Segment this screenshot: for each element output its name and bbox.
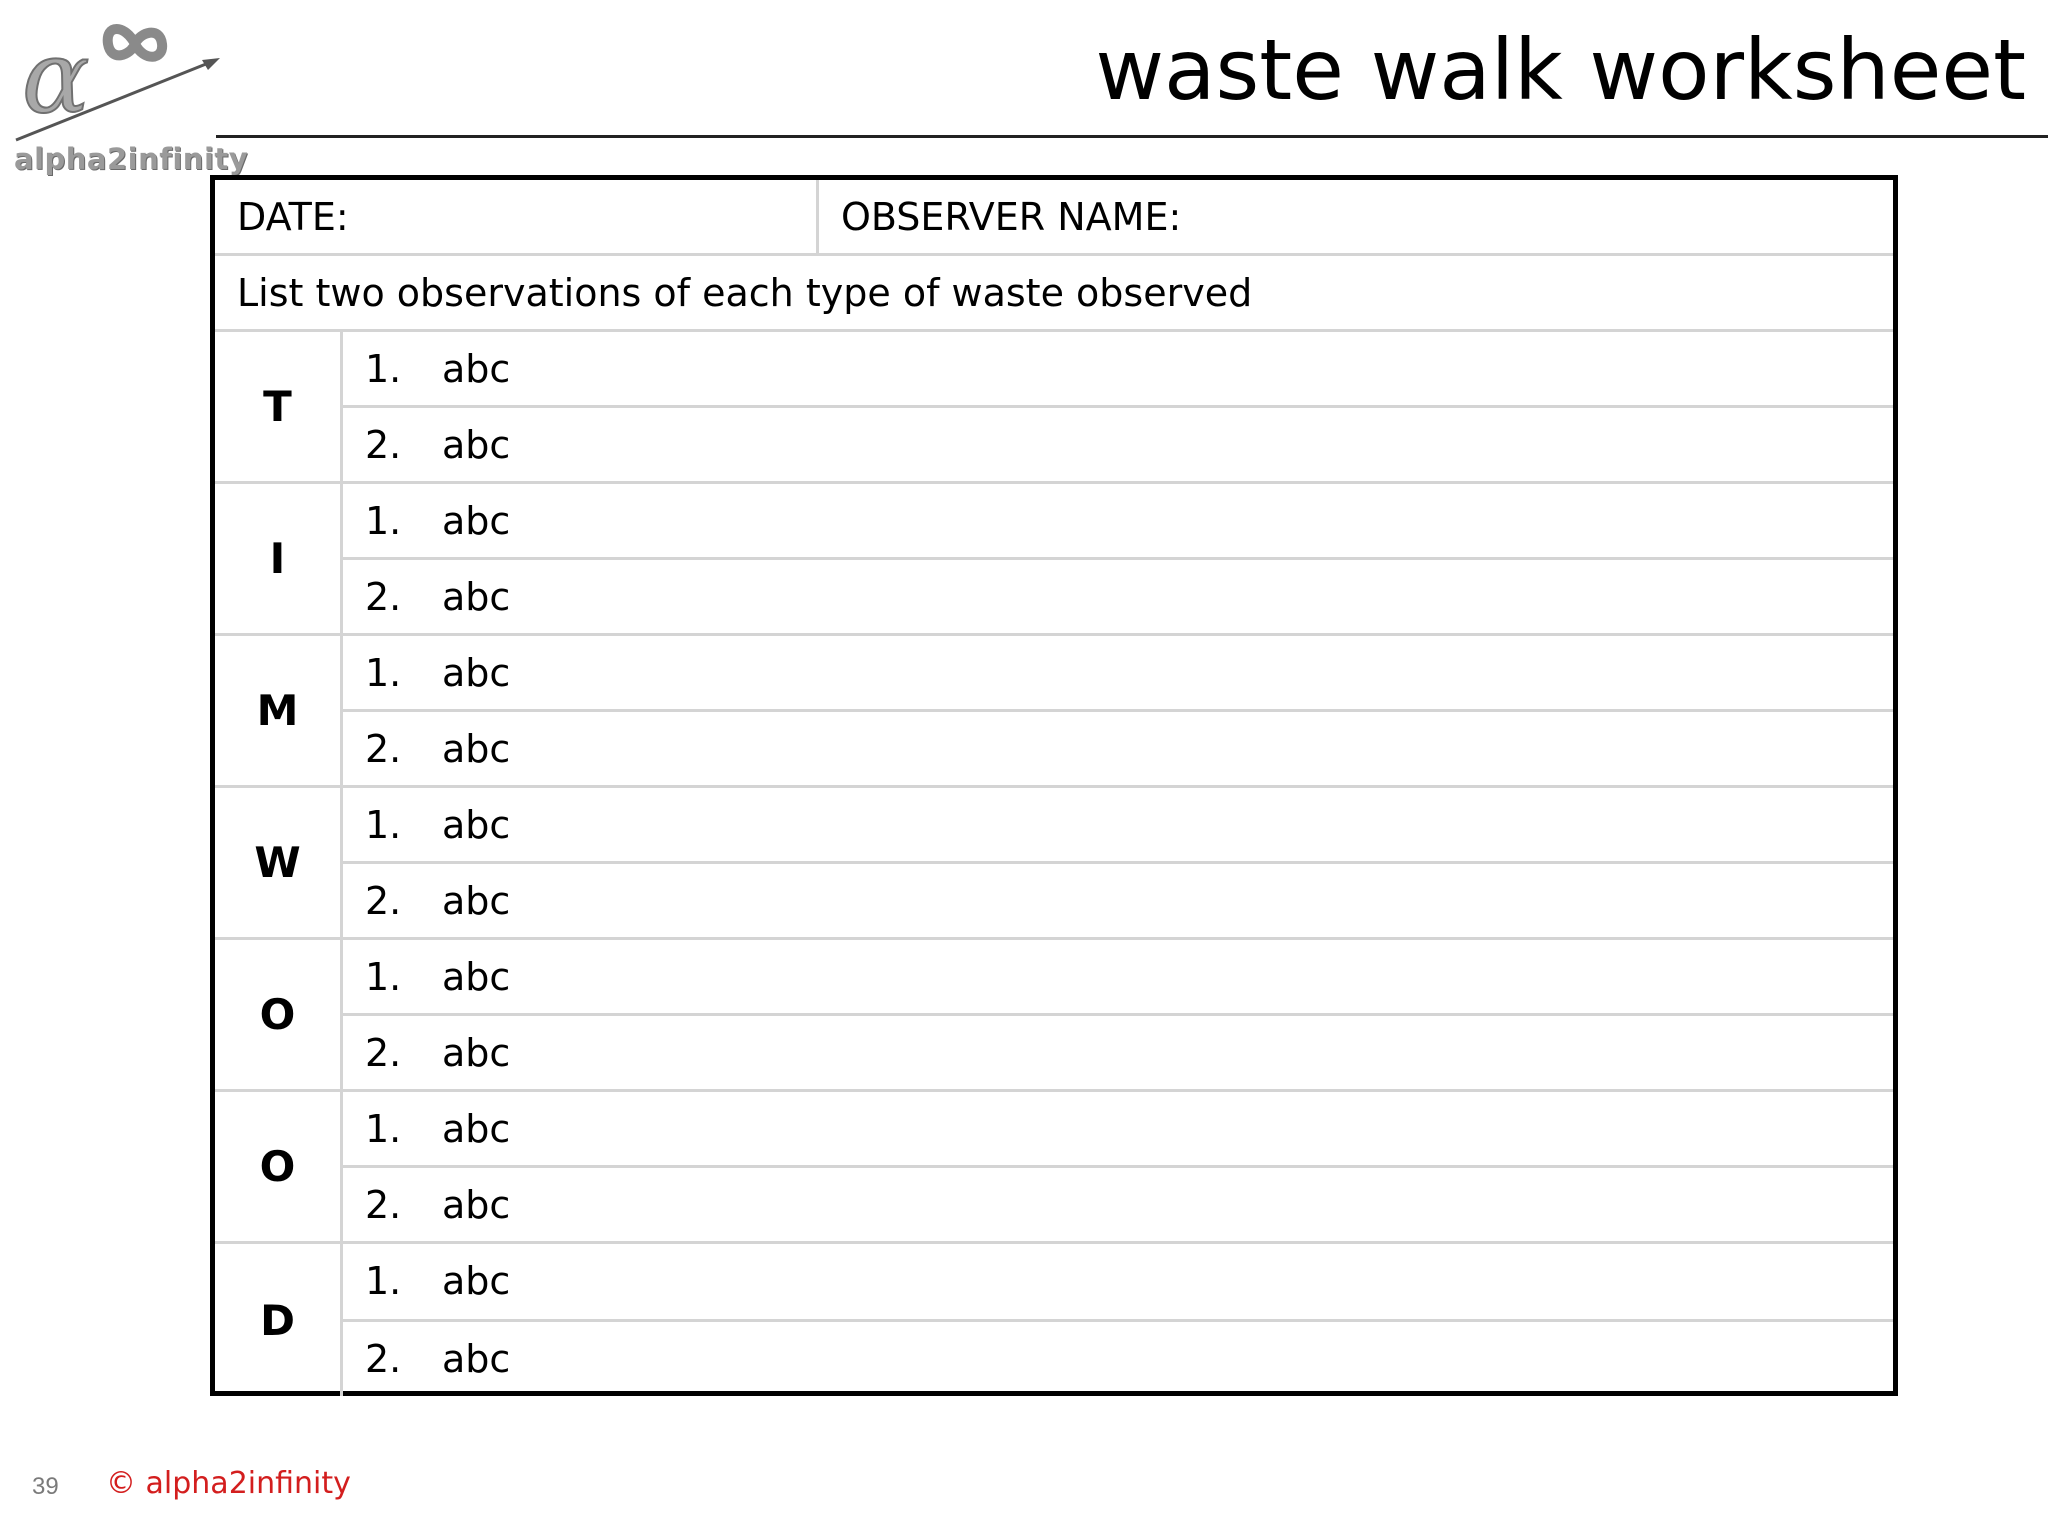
item-number: 2. bbox=[365, 1336, 402, 1381]
observation-item[interactable] bbox=[343, 1013, 1893, 1089]
item-number: 2. bbox=[365, 726, 402, 771]
waste-letter: O bbox=[215, 940, 343, 1089]
observation-item[interactable] bbox=[343, 636, 1893, 709]
observer-name-field[interactable] bbox=[819, 180, 1893, 253]
copyright-notice: © alpha2infinity bbox=[106, 1466, 351, 1501]
item-text: abc bbox=[442, 498, 511, 543]
item-text: abc bbox=[442, 422, 511, 467]
alpha-icon: α bbox=[22, 19, 90, 136]
item-number: 1. bbox=[365, 1106, 402, 1151]
waste-group-w bbox=[215, 788, 1893, 940]
item-text: abc bbox=[442, 574, 511, 619]
item-text: abc bbox=[442, 1259, 511, 1304]
observation-item[interactable] bbox=[343, 1092, 1893, 1165]
item-number: 1. bbox=[365, 1259, 402, 1304]
observation-item[interactable] bbox=[343, 940, 1893, 1013]
observation-item[interactable] bbox=[343, 332, 1893, 405]
arrow-head-icon bbox=[202, 58, 220, 70]
observation-item[interactable] bbox=[343, 484, 1893, 557]
item-text: abc bbox=[442, 1030, 511, 1075]
observation-item[interactable] bbox=[343, 788, 1893, 861]
item-number: 2. bbox=[365, 422, 402, 467]
page-title: waste walk worksheet bbox=[1095, 21, 2026, 119]
observation-item[interactable] bbox=[343, 405, 1893, 481]
item-number: 2. bbox=[365, 1182, 402, 1227]
waste-group-d bbox=[215, 1244, 1893, 1396]
waste-letter: W bbox=[215, 788, 343, 937]
item-number: 1. bbox=[365, 346, 402, 391]
waste-letter: O bbox=[215, 1092, 343, 1241]
date-label: DATE: bbox=[237, 194, 349, 239]
item-text: abc bbox=[442, 1106, 511, 1151]
item-text: abc bbox=[442, 1336, 511, 1381]
observer-name-label: OBSERVER NAME: bbox=[841, 194, 1182, 239]
item-text: abc bbox=[442, 1182, 511, 1227]
observation-item[interactable] bbox=[343, 1165, 1893, 1241]
item-text: abc bbox=[442, 346, 511, 391]
item-number: 1. bbox=[365, 498, 402, 543]
item-number: 1. bbox=[365, 802, 402, 847]
instruction-text: List two observations of each type of waste observed bbox=[237, 270, 1253, 315]
date-field[interactable] bbox=[215, 180, 819, 253]
waste-walk-table bbox=[210, 175, 1898, 1396]
item-text: abc bbox=[442, 878, 511, 923]
infinity-icon bbox=[108, 29, 162, 57]
waste-group-m bbox=[215, 636, 1893, 788]
item-text: abc bbox=[442, 954, 511, 999]
observation-item[interactable] bbox=[343, 709, 1893, 785]
waste-letter: M bbox=[215, 636, 343, 785]
item-number: 1. bbox=[365, 650, 402, 695]
alpha-infinity-logo-mark bbox=[8, 8, 223, 148]
item-number: 2. bbox=[365, 1030, 402, 1075]
waste-letter: D bbox=[215, 1244, 343, 1396]
observation-item[interactable] bbox=[343, 1244, 1893, 1319]
item-number: 2. bbox=[365, 878, 402, 923]
page-number: 39 bbox=[32, 1473, 59, 1500]
waste-group-t bbox=[215, 332, 1893, 484]
item-text: abc bbox=[442, 802, 511, 847]
header-row bbox=[215, 180, 1893, 256]
observation-item[interactable] bbox=[343, 861, 1893, 937]
waste-group-i bbox=[215, 484, 1893, 636]
item-text: abc bbox=[442, 650, 511, 695]
observation-item[interactable] bbox=[343, 557, 1893, 633]
waste-letter: T bbox=[215, 332, 343, 481]
waste-letter: I bbox=[215, 484, 343, 633]
company-logo bbox=[8, 8, 249, 178]
instruction-row bbox=[215, 256, 1893, 332]
title-divider bbox=[216, 135, 2048, 138]
logo-text: alpha2infinity bbox=[14, 142, 249, 176]
observation-item[interactable] bbox=[343, 1319, 1893, 1397]
waste-group-o-first bbox=[215, 940, 1893, 1092]
item-number: 1. bbox=[365, 954, 402, 999]
item-number: 2. bbox=[365, 574, 402, 619]
waste-group-o-second bbox=[215, 1092, 1893, 1244]
item-text: abc bbox=[442, 726, 511, 771]
